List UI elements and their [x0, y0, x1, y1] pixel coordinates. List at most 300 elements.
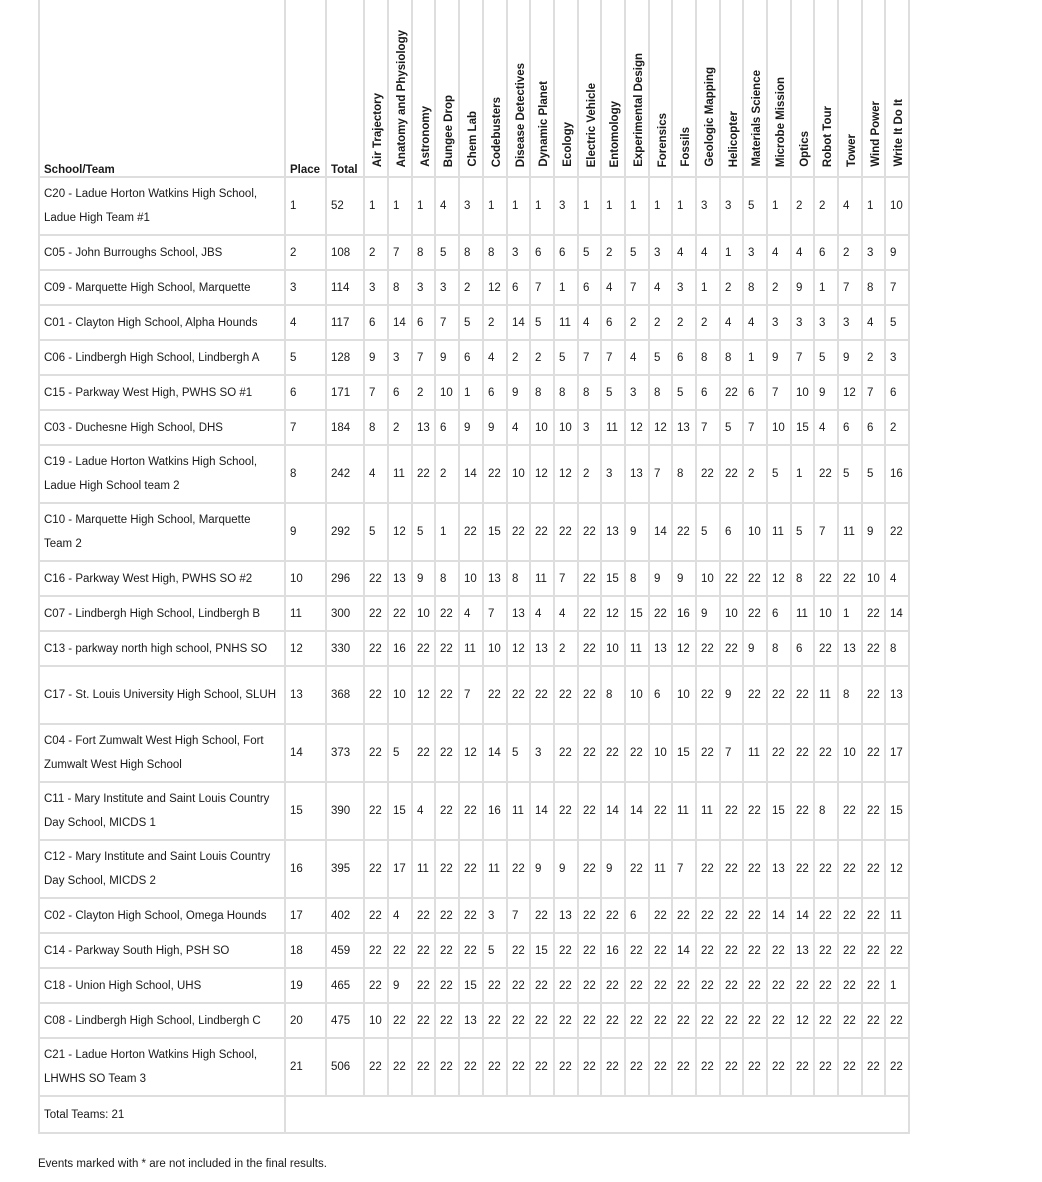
- event-score-cell: 6: [672, 340, 696, 375]
- event-score-cell: 9: [388, 968, 412, 1003]
- event-score-cell: 5: [507, 724, 530, 782]
- event-score-cell: 22: [838, 561, 862, 596]
- event-column-label: Geologic Mapping: [704, 67, 716, 167]
- school-team-cell: [39, 933, 285, 968]
- event-score-cell: 22: [838, 968, 862, 1003]
- event-score-cell: 2: [720, 270, 743, 305]
- event-score-cell: 3: [649, 235, 672, 270]
- school-team-cell: [39, 270, 285, 305]
- event-score-cell: 22: [791, 724, 814, 782]
- event-score-cell: 6: [435, 410, 459, 445]
- event-score-cell: 13: [838, 631, 862, 666]
- event-score-cell: 2: [767, 270, 791, 305]
- event-score-cell: 22: [388, 596, 412, 631]
- event-score-cell: 1: [625, 177, 649, 235]
- event-score-cell: 22: [720, 561, 743, 596]
- event-score-cell: 22: [743, 561, 767, 596]
- event-score-cell: 22: [862, 782, 885, 840]
- table-row: [39, 840, 909, 898]
- event-score-cell: 14: [649, 503, 672, 561]
- event-score-cell: 2: [696, 305, 720, 340]
- event-score-cell: 5: [862, 445, 885, 503]
- event-score-cell: 9: [530, 840, 554, 898]
- event-score-cell: 9: [601, 840, 625, 898]
- school-team-cell: [39, 596, 285, 631]
- event-score-cell: 11: [672, 782, 696, 840]
- event-score-cell: 9: [483, 410, 507, 445]
- event-score-cell: 13: [459, 1003, 483, 1038]
- event-score-cell: 9: [862, 503, 885, 561]
- place-cell: 2: [285, 235, 326, 270]
- event-score-cell: 22: [412, 968, 435, 1003]
- event-score-cell: 17: [885, 724, 909, 782]
- event-score-cell: 10: [838, 724, 862, 782]
- event-score-cell: 22: [554, 1003, 578, 1038]
- event-column-label: Chem Lab: [467, 111, 479, 167]
- table-row: [39, 898, 909, 933]
- event-score-cell: 22: [696, 631, 720, 666]
- event-score-cell: 2: [885, 410, 909, 445]
- event-score-cell: 22: [530, 1038, 554, 1096]
- event-score-cell: 13: [791, 933, 814, 968]
- event-score-cell: 8: [696, 340, 720, 375]
- event-score-cell: 22: [696, 840, 720, 898]
- event-score-cell: 2: [554, 631, 578, 666]
- event-score-cell: 22: [507, 666, 530, 724]
- event-score-cell: 4: [720, 305, 743, 340]
- event-score-cell: 15: [885, 782, 909, 840]
- event-score-cell: 2: [530, 340, 554, 375]
- total-cell: 465: [326, 968, 364, 1003]
- place-cell: 7: [285, 410, 326, 445]
- total-teams-empty-cell: [285, 1096, 909, 1133]
- event-score-cell: 9: [412, 561, 435, 596]
- event-score-cell: 8: [578, 375, 601, 410]
- event-score-cell: 14: [601, 782, 625, 840]
- event-score-cell: 4: [814, 410, 838, 445]
- event-score-cell: 3: [838, 305, 862, 340]
- event-score-cell: 22: [720, 445, 743, 503]
- event-column-header: [530, 0, 554, 177]
- event-score-cell: 7: [578, 340, 601, 375]
- event-score-cell: 5: [743, 177, 767, 235]
- event-score-cell: 11: [507, 782, 530, 840]
- event-score-cell: 7: [483, 596, 507, 631]
- event-score-cell: 12: [767, 561, 791, 596]
- event-score-cell: 22: [601, 724, 625, 782]
- event-score-cell: 6: [578, 270, 601, 305]
- school-team-name: C13 - parkway north high school, PNHS SO: [44, 642, 268, 655]
- event-score-cell: 22: [672, 503, 696, 561]
- event-score-cell: 22: [862, 596, 885, 631]
- event-score-cell: 14: [530, 782, 554, 840]
- event-score-cell: 6: [838, 410, 862, 445]
- total-cell: 114: [326, 270, 364, 305]
- event-score-cell: 22: [554, 724, 578, 782]
- event-score-cell: 22: [459, 840, 483, 898]
- event-score-cell: 8: [862, 270, 885, 305]
- event-score-cell: 3: [767, 305, 791, 340]
- event-score-cell: 7: [696, 410, 720, 445]
- event-score-cell: 22: [720, 1003, 743, 1038]
- school-team-name: C20 - Ladue Horton Watkins High School, Ladue High Team #1: [44, 188, 258, 224]
- total-cell: 242: [326, 445, 364, 503]
- event-score-cell: 12: [412, 666, 435, 724]
- event-score-cell: 11: [625, 631, 649, 666]
- event-score-cell: 22: [649, 596, 672, 631]
- event-score-cell: 22: [885, 1003, 909, 1038]
- event-score-cell: 14: [483, 724, 507, 782]
- event-score-cell: 5: [791, 503, 814, 561]
- event-score-cell: 5: [838, 445, 862, 503]
- event-score-cell: 16: [601, 933, 625, 968]
- event-score-cell: 4: [743, 305, 767, 340]
- event-score-cell: 4: [435, 177, 459, 235]
- event-score-cell: 5: [578, 235, 601, 270]
- event-score-cell: 22: [862, 1003, 885, 1038]
- school-team-cell: [39, 177, 285, 235]
- event-column-header: [720, 0, 743, 177]
- event-score-cell: 22: [649, 933, 672, 968]
- school-team-cell: [39, 445, 285, 503]
- event-score-cell: 10: [696, 561, 720, 596]
- school-team-cell: [39, 840, 285, 898]
- event-score-cell: 4: [696, 235, 720, 270]
- event-score-cell: 10: [412, 596, 435, 631]
- event-score-cell: 4: [672, 235, 696, 270]
- school-team-name: C15 - Parkway West High, PWHS SO #1: [44, 386, 253, 399]
- event-score-cell: 11: [696, 782, 720, 840]
- event-score-cell: 22: [649, 898, 672, 933]
- place-cell: 8: [285, 445, 326, 503]
- event-score-cell: 22: [554, 666, 578, 724]
- school-team-name: C01 - Clayton High School, Alpha Hounds: [44, 316, 258, 329]
- total-cell: 459: [326, 933, 364, 968]
- event-score-cell: 6: [483, 375, 507, 410]
- event-score-cell: 22: [743, 1038, 767, 1096]
- table-row: [39, 340, 909, 375]
- event-score-cell: 22: [625, 1003, 649, 1038]
- table-row: [39, 724, 909, 782]
- event-score-cell: 16: [885, 445, 909, 503]
- event-score-cell: 5: [601, 375, 625, 410]
- school-column-header: School/Team: [39, 0, 285, 177]
- event-score-cell: 5: [388, 724, 412, 782]
- event-score-cell: 10: [601, 631, 625, 666]
- event-score-cell: 2: [412, 375, 435, 410]
- event-score-cell: 7: [791, 340, 814, 375]
- event-score-cell: 22: [862, 840, 885, 898]
- event-column-header: [862, 0, 885, 177]
- event-score-cell: 22: [743, 596, 767, 631]
- event-score-cell: 8: [720, 340, 743, 375]
- event-score-cell: 22: [649, 782, 672, 840]
- event-column-header: [601, 0, 625, 177]
- event-score-cell: 22: [364, 968, 388, 1003]
- table-row: [39, 782, 909, 840]
- event-score-cell: 22: [862, 898, 885, 933]
- event-score-cell: 22: [412, 933, 435, 968]
- event-score-cell: 8: [412, 235, 435, 270]
- event-score-cell: 7: [388, 235, 412, 270]
- event-score-cell: 22: [838, 898, 862, 933]
- event-score-cell: 16: [388, 631, 412, 666]
- event-score-cell: 8: [459, 235, 483, 270]
- total-teams-row: [39, 1096, 909, 1133]
- event-score-cell: 10: [625, 666, 649, 724]
- event-score-cell: 22: [767, 1038, 791, 1096]
- event-score-cell: 22: [885, 933, 909, 968]
- event-score-cell: 6: [814, 235, 838, 270]
- table-row: [39, 305, 909, 340]
- event-score-cell: 3: [743, 235, 767, 270]
- event-score-cell: 22: [649, 1003, 672, 1038]
- table-row: [39, 235, 909, 270]
- event-score-cell: 4: [578, 305, 601, 340]
- event-score-cell: 14: [625, 782, 649, 840]
- event-score-cell: 2: [388, 410, 412, 445]
- table-row: [39, 933, 909, 968]
- school-team-cell: [39, 503, 285, 561]
- event-score-cell: 22: [459, 1038, 483, 1096]
- event-score-cell: 8: [530, 375, 554, 410]
- event-score-cell: 1: [649, 177, 672, 235]
- total-cell: 128: [326, 340, 364, 375]
- school-team-cell: [39, 1038, 285, 1096]
- event-score-cell: 22: [720, 631, 743, 666]
- event-column-label: Experimental Design: [633, 53, 645, 167]
- event-score-cell: 1: [507, 177, 530, 235]
- event-score-cell: 22: [530, 503, 554, 561]
- event-column-label: Air Trajectory: [372, 92, 384, 167]
- event-score-cell: 10: [743, 503, 767, 561]
- place-cell: 19: [285, 968, 326, 1003]
- event-score-cell: 22: [601, 898, 625, 933]
- event-score-cell: 4: [862, 305, 885, 340]
- event-column-header: [672, 0, 696, 177]
- event-score-cell: 22: [814, 445, 838, 503]
- event-score-cell: 7: [459, 666, 483, 724]
- total-cell: 292: [326, 503, 364, 561]
- event-score-cell: 1: [672, 177, 696, 235]
- event-score-cell: 9: [696, 596, 720, 631]
- event-score-cell: 22: [578, 898, 601, 933]
- total-cell: 296: [326, 561, 364, 596]
- event-score-cell: 22: [530, 666, 554, 724]
- event-score-cell: 2: [625, 305, 649, 340]
- event-score-cell: 12: [388, 503, 412, 561]
- event-score-cell: 2: [649, 305, 672, 340]
- event-score-cell: 22: [364, 1038, 388, 1096]
- event-score-cell: 1: [483, 177, 507, 235]
- event-score-cell: 1: [412, 177, 435, 235]
- event-score-cell: 3: [791, 305, 814, 340]
- event-score-cell: 3: [601, 445, 625, 503]
- school-team-name: C18 - Union High School, UHS: [44, 979, 202, 992]
- event-score-cell: 14: [791, 898, 814, 933]
- event-score-cell: 22: [767, 968, 791, 1003]
- event-score-cell: 6: [364, 305, 388, 340]
- event-score-cell: 22: [435, 631, 459, 666]
- results-table-body: [39, 177, 909, 1133]
- event-score-cell: 22: [578, 1003, 601, 1038]
- total-cell: 330: [326, 631, 364, 666]
- place-column-header: Place: [285, 0, 326, 177]
- event-score-cell: 22: [578, 503, 601, 561]
- event-score-cell: 14: [388, 305, 412, 340]
- event-score-cell: 22: [862, 666, 885, 724]
- event-score-cell: 1: [435, 503, 459, 561]
- event-column-label: Tower: [846, 133, 858, 167]
- event-score-cell: 12: [601, 596, 625, 631]
- event-score-cell: 6: [625, 898, 649, 933]
- event-score-cell: 6: [743, 375, 767, 410]
- event-score-cell: 12: [507, 631, 530, 666]
- event-score-cell: 22: [625, 840, 649, 898]
- event-score-cell: 22: [459, 782, 483, 840]
- event-score-cell: 22: [696, 1003, 720, 1038]
- event-column-label: Optics: [798, 131, 811, 167]
- event-score-cell: 9: [885, 235, 909, 270]
- event-score-cell: 22: [554, 968, 578, 1003]
- event-score-cell: 5: [672, 375, 696, 410]
- event-score-cell: 22: [696, 1038, 720, 1096]
- event-column-label: Entomology: [609, 100, 621, 167]
- event-score-cell: 22: [412, 631, 435, 666]
- event-score-cell: 6: [791, 631, 814, 666]
- school-team-cell: [39, 666, 285, 724]
- event-column-header: [578, 0, 601, 177]
- event-score-cell: 22: [696, 724, 720, 782]
- event-score-cell: 22: [435, 596, 459, 631]
- event-score-cell: 6: [649, 666, 672, 724]
- event-score-cell: 22: [743, 933, 767, 968]
- place-cell: 5: [285, 340, 326, 375]
- event-score-cell: 1: [388, 177, 412, 235]
- table-row: [39, 596, 909, 631]
- event-score-cell: 7: [625, 270, 649, 305]
- event-column-label: Disease Detectives: [514, 62, 527, 167]
- table-row: [39, 410, 909, 445]
- event-score-cell: 22: [814, 840, 838, 898]
- event-score-cell: 6: [720, 503, 743, 561]
- event-score-cell: 1: [601, 177, 625, 235]
- table-row: [39, 177, 909, 235]
- event-score-cell: 22: [862, 968, 885, 1003]
- event-score-cell: 22: [364, 631, 388, 666]
- event-score-cell: 22: [459, 898, 483, 933]
- event-score-cell: 8: [743, 270, 767, 305]
- event-score-cell: 1: [814, 270, 838, 305]
- event-score-cell: 7: [554, 561, 578, 596]
- event-score-cell: 22: [743, 898, 767, 933]
- event-score-cell: 4: [364, 445, 388, 503]
- event-score-cell: 11: [649, 840, 672, 898]
- event-score-cell: 8: [649, 375, 672, 410]
- event-score-cell: 6: [459, 340, 483, 375]
- event-score-cell: 7: [435, 305, 459, 340]
- place-cell: 3: [285, 270, 326, 305]
- event-score-cell: 22: [412, 724, 435, 782]
- event-score-cell: 10: [767, 410, 791, 445]
- school-team-name: C03 - Duchesne High School, DHS: [44, 421, 223, 434]
- school-team-name: C10 - Marquette High School, Marquette Team 2: [44, 514, 251, 550]
- table-row: [39, 666, 909, 724]
- event-column-header: [696, 0, 720, 177]
- event-score-cell: 22: [767, 724, 791, 782]
- event-score-cell: 8: [672, 445, 696, 503]
- event-score-cell: 22: [696, 666, 720, 724]
- event-score-cell: 7: [743, 410, 767, 445]
- event-score-cell: 5: [696, 503, 720, 561]
- event-score-cell: 3: [885, 340, 909, 375]
- event-score-cell: 16: [672, 596, 696, 631]
- event-column-label: Write It Do It: [893, 99, 905, 167]
- event-score-cell: 22: [672, 898, 696, 933]
- event-score-cell: 22: [435, 968, 459, 1003]
- event-score-cell: 15: [601, 561, 625, 596]
- event-score-cell: 22: [885, 503, 909, 561]
- event-score-cell: 2: [459, 270, 483, 305]
- event-score-cell: 1: [743, 340, 767, 375]
- table-row: [39, 968, 909, 1003]
- event-score-cell: 10: [530, 410, 554, 445]
- school-team-name: C19 - Ladue Horton Watkins High School, Ladue High School team 2: [44, 456, 258, 492]
- place-cell: 21: [285, 1038, 326, 1096]
- event-score-cell: 22: [530, 1003, 554, 1038]
- school-team-name: C05 - John Burroughs School, JBS: [44, 246, 223, 259]
- event-score-cell: 4: [625, 340, 649, 375]
- event-score-cell: 15: [483, 503, 507, 561]
- event-score-cell: 22: [507, 1003, 530, 1038]
- event-score-cell: 9: [435, 340, 459, 375]
- event-score-cell: 22: [578, 1038, 601, 1096]
- event-score-cell: 6: [696, 375, 720, 410]
- event-score-cell: 22: [530, 968, 554, 1003]
- event-score-cell: 12: [554, 445, 578, 503]
- event-column-label: Anatomy and Physiology: [396, 29, 408, 167]
- event-score-cell: 22: [743, 1003, 767, 1038]
- event-score-cell: 22: [814, 933, 838, 968]
- event-score-cell: 3: [483, 898, 507, 933]
- event-score-cell: 22: [435, 782, 459, 840]
- event-score-cell: 16: [483, 782, 507, 840]
- event-score-cell: 22: [554, 503, 578, 561]
- event-score-cell: 13: [601, 503, 625, 561]
- event-score-cell: 1: [696, 270, 720, 305]
- event-score-cell: 15: [672, 724, 696, 782]
- event-score-cell: 8: [885, 631, 909, 666]
- table-row: [39, 445, 909, 503]
- event-score-cell: 14: [885, 596, 909, 631]
- place-cell: 4: [285, 305, 326, 340]
- event-score-cell: 12: [649, 410, 672, 445]
- event-score-cell: 22: [435, 933, 459, 968]
- total-cell: 390: [326, 782, 364, 840]
- event-score-cell: 1: [530, 177, 554, 235]
- event-score-cell: 11: [791, 596, 814, 631]
- event-score-cell: 22: [507, 840, 530, 898]
- event-score-cell: 22: [814, 631, 838, 666]
- event-score-cell: 22: [435, 666, 459, 724]
- total-cell: 506: [326, 1038, 364, 1096]
- results-table: [38, 0, 910, 1134]
- event-score-cell: 22: [625, 1038, 649, 1096]
- event-score-cell: 22: [554, 933, 578, 968]
- event-score-cell: 7: [364, 375, 388, 410]
- event-score-cell: 3: [720, 177, 743, 235]
- event-score-cell: 22: [767, 933, 791, 968]
